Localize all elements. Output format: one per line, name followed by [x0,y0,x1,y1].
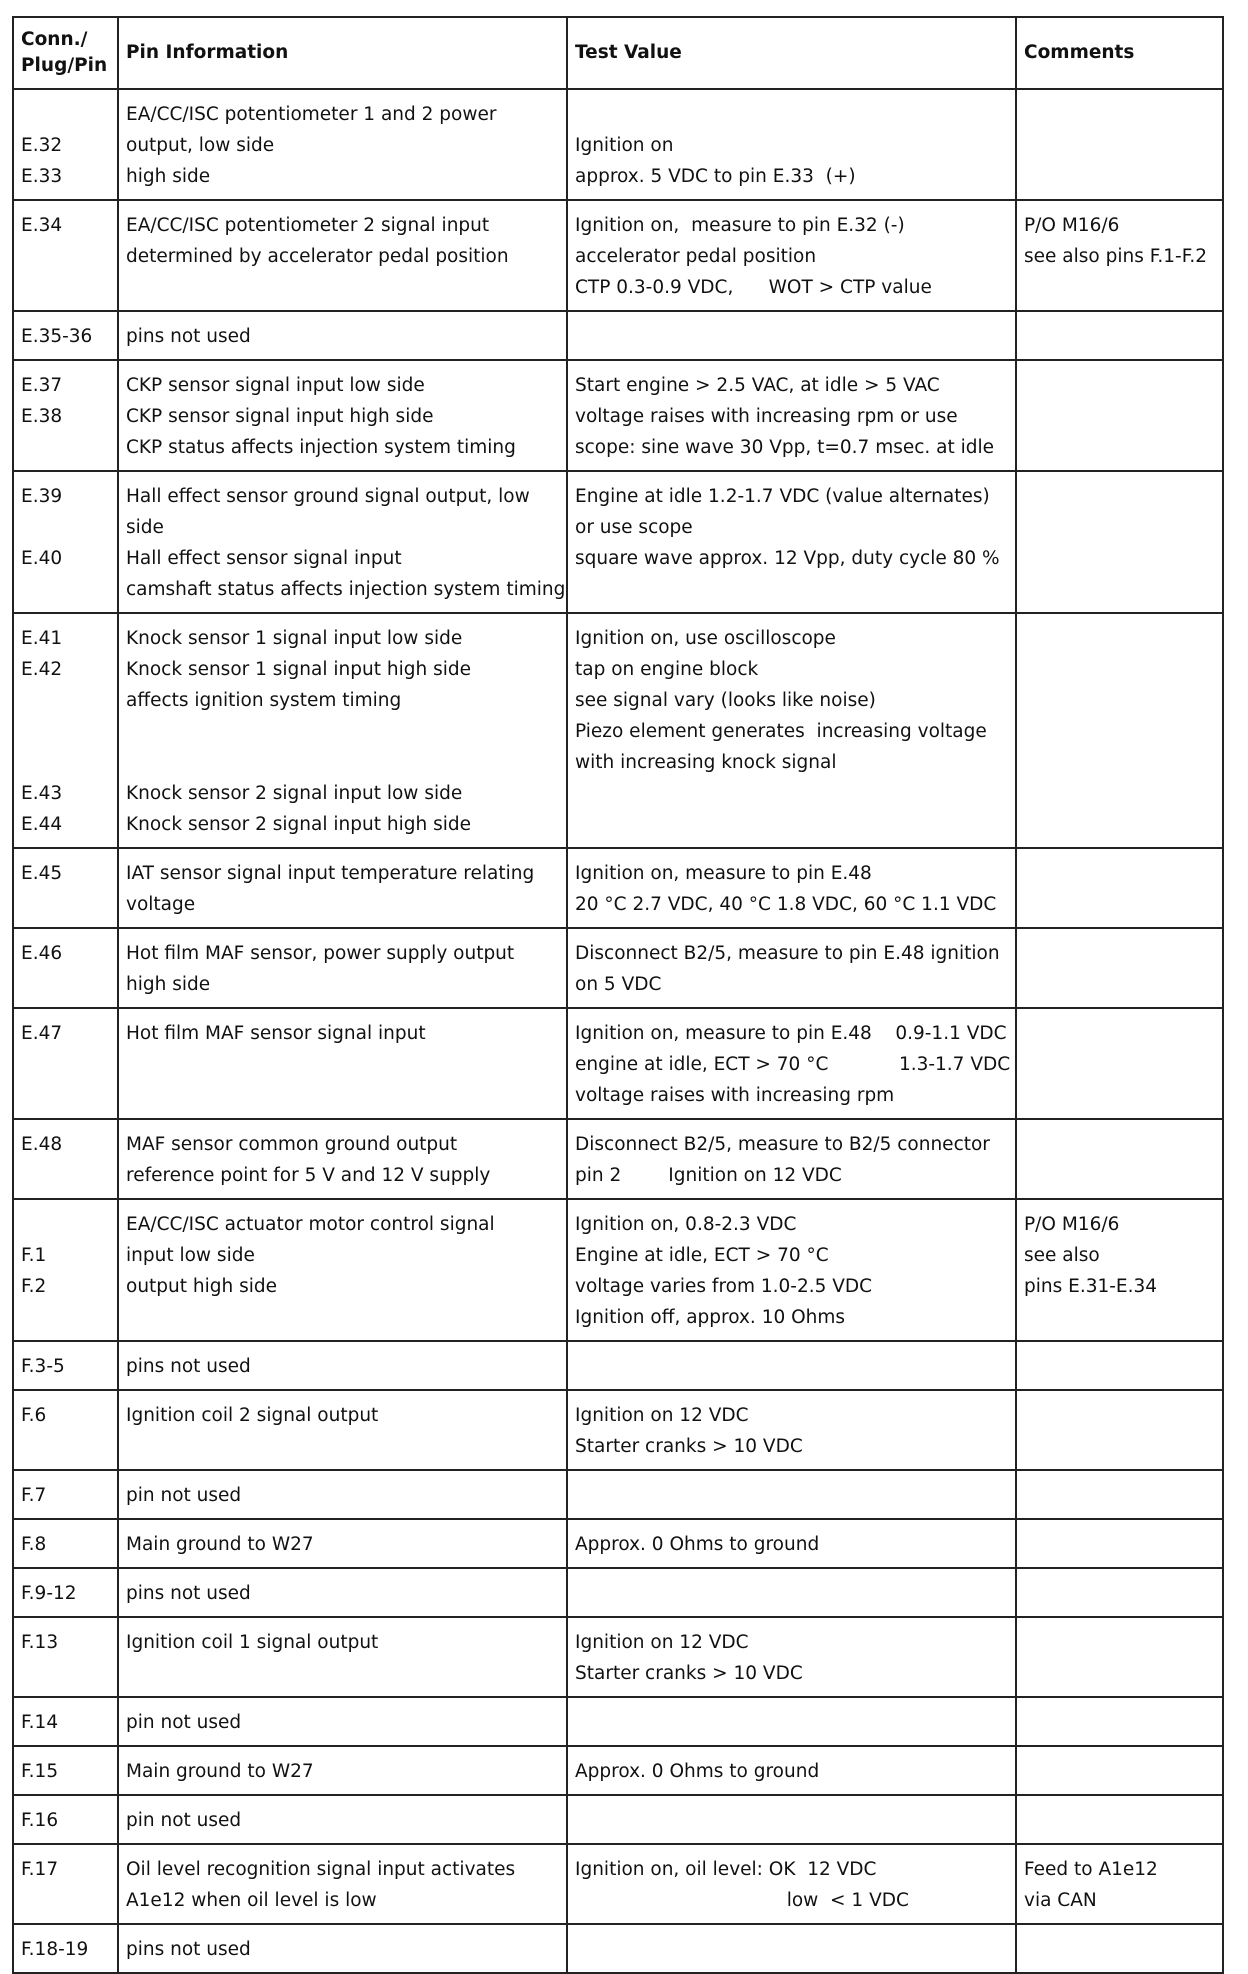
pin-line: E.34 [21,215,63,236]
pin-test-table [12,16,1224,1974]
pin-line: F.2 [21,1276,47,1297]
pin-info-line: pin not used [126,1485,242,1506]
table-row [13,1199,1223,1341]
pin-cell [13,89,118,200]
pin-cell [13,1795,118,1844]
pin-info-cell [118,613,567,848]
pin-line: E.33 [21,166,63,187]
pin-info-line: voltage [126,894,196,915]
pin-line: E.40 [21,548,63,569]
pin-info-cell [118,1199,567,1341]
test-value-cell [567,1844,1016,1924]
pin-info-line: Oil level recognition signal input activates [126,1859,516,1880]
test-value-cell [567,1341,1016,1390]
pin-line: F.9-12 [21,1583,77,1604]
comments-cell [1016,1924,1223,1973]
test-value-line: Ignition on, use oscilloscope [575,628,836,649]
pin-info-line: pin not used [126,1810,242,1831]
test-value-cell [567,1519,1016,1568]
pin-line: F.3-5 [21,1356,65,1377]
pin-cell [13,1746,118,1795]
comments-cell [1016,1617,1223,1697]
pin-info-cell [118,1697,567,1746]
pin-info-line: Hall effect sensor ground signal output, low [126,486,530,507]
test-value-line: Ignition on, 0.8-2.3 VDC [575,1214,797,1235]
pin-cell [13,1697,118,1746]
pin-cell [13,360,118,471]
test-value-line: voltage raises with increasing rpm [575,1085,895,1106]
pin-line: E.47 [21,1023,63,1044]
pin-info-cell [118,1924,567,1973]
table-row [13,1844,1223,1924]
pin-info-line: CKP status affects injection system timing [126,437,516,458]
pin-info-line: Main ground to W27 [126,1534,314,1555]
table-row [13,360,1223,471]
test-value-cell [567,1746,1016,1795]
table-body [13,89,1223,1973]
pin-info-cell [118,928,567,1008]
pin-cell [13,471,118,613]
comments-line: see also pins F.1-F.2 [1024,246,1208,267]
pin-cell [13,1008,118,1119]
pin-cell [13,1617,118,1697]
pin-info-line: camshaft status affects injection system timing [126,579,566,600]
pin-cell [13,848,118,928]
pin-cell [13,1470,118,1519]
comments-cell [1016,1341,1223,1390]
comments-cell [1016,89,1223,200]
pin-info-line: input low side [126,1245,255,1266]
test-value-line: Approx. 0 Ohms to ground [575,1534,820,1555]
table-row [13,1470,1223,1519]
table-row [13,1119,1223,1199]
table-row [13,1008,1223,1119]
header-test-value: Test Value [567,17,1016,89]
pin-info-cell [118,360,567,471]
pin-info-line: pins not used [126,1356,251,1377]
test-value-line: approx. 5 VDC to pin E.33 (+) [575,166,856,187]
pin-line [21,1209,110,1240]
pin-line: E.45 [21,863,63,884]
table-row [13,1390,1223,1470]
pin-info-line: Hall effect sensor signal input [126,548,402,569]
test-value-line: voltage raises with increasing rpm or use [575,406,958,427]
table-header-row [13,17,1223,89]
test-value-cell [567,1199,1016,1341]
pin-info-line: high side [126,974,211,995]
comments-cell [1016,1119,1223,1199]
test-value-cell [567,1697,1016,1746]
comments-cell [1016,471,1223,613]
test-value-line: Starter cranks > 10 VDC [575,1663,803,1684]
test-value-cell [567,360,1016,471]
pin-line: F.17 [21,1859,59,1880]
pin-info-cell [118,471,567,613]
table-row [13,1341,1223,1390]
pin-info-cell [118,1519,567,1568]
test-value-line: Start engine > 2.5 VAC, at idle > 5 VAC [575,375,940,396]
comments-cell [1016,1746,1223,1795]
test-value-cell [567,1795,1016,1844]
test-value-line: see signal vary (looks like noise) [575,690,876,711]
table-row [13,200,1223,311]
table-row [13,1617,1223,1697]
table-row [13,311,1223,360]
comments-cell [1016,1795,1223,1844]
pin-info-line: output high side [126,1276,278,1297]
comments-line: P/O M16/6 [1024,1214,1120,1235]
test-value-line: CTP 0.3-0.9 VDC, WOT > CTP value [575,277,932,298]
pin-info-cell [118,1119,567,1199]
pin-info-line: EA/CC/ISC potentiometer 1 and 2 power [126,104,497,125]
pin-info-line: A1e12 when oil level is low [126,1890,377,1911]
pin-line: E.32 [21,135,63,156]
test-value-line: Engine at idle, ECT > 70 °C [575,1245,829,1266]
pin-info-line: Hot film MAF sensor, power supply output [126,943,515,964]
pin-cell [13,1924,118,1973]
pin-line [21,99,110,130]
pin-line: F.14 [21,1712,59,1733]
pin-info-cell [118,200,567,311]
pin-info-line: EA/CC/ISC actuator motor control signal [126,1214,495,1235]
pin-info-line: EA/CC/ISC potentiometer 2 signal input [126,215,490,236]
pin-line: E.46 [21,943,63,964]
pin-info-line: Knock sensor 1 signal input high side [126,659,471,680]
test-value-line: low < 1 VDC [575,1890,909,1911]
test-value-cell [567,200,1016,311]
comments-cell [1016,1008,1223,1119]
pin-line: F.16 [21,1810,59,1831]
comments-cell [1016,1568,1223,1617]
pin-info-line: reference point for 5 V and 12 V supply [126,1165,491,1186]
comments-cell [1016,928,1223,1008]
pin-info-line: Knock sensor 2 signal input low side [126,783,463,804]
test-value-line: voltage varies from 1.0-2.5 VDC [575,1276,873,1297]
comments-cell [1016,848,1223,928]
test-value-cell [567,928,1016,1008]
test-value-line: Approx. 0 Ohms to ground [575,1761,820,1782]
pin-line: E.48 [21,1134,63,1155]
pin-line: E.41 [21,628,63,649]
pin-cell [13,928,118,1008]
table-row [13,471,1223,613]
test-value-line: Disconnect B2/5, measure to pin E.48 ignition [575,943,1000,964]
pin-info-line: high side [126,166,211,187]
pin-info-cell [118,311,567,360]
table-row [13,1795,1223,1844]
test-value-cell [567,1008,1016,1119]
test-value-line [575,99,1008,130]
comments-cell [1016,1844,1223,1924]
header-conn-plug-pin [13,17,118,89]
test-value-line: square wave approx. 12 Vpp, duty cycle 80 % [575,548,1000,569]
pin-info-cell [118,1390,567,1470]
pin-info-line [126,747,559,778]
table-row [13,848,1223,928]
comments-line: see also [1024,1245,1100,1266]
pin-info-line [126,716,559,747]
pin-cell [13,1119,118,1199]
pin-line: E.35-36 [21,326,93,347]
pin-line [21,685,110,716]
pin-info-line: IAT sensor signal input temperature relating [126,863,535,884]
test-value-cell [567,1119,1016,1199]
pin-line [21,747,110,778]
header-conn-line2: Plug/Pin [21,55,108,76]
test-value-line: Ignition on, measure to pin E.32 (-) [575,215,905,236]
pin-info-line: Hot film MAF sensor signal input [126,1023,426,1044]
comments-line: pins E.31-E.34 [1024,1276,1158,1297]
test-value-line: accelerator pedal position [575,246,817,267]
test-value-cell [567,1924,1016,1973]
pin-cell [13,200,118,311]
pin-info-cell [118,848,567,928]
pin-line [21,716,110,747]
table-row [13,1519,1223,1568]
table-row [13,1568,1223,1617]
table-row [13,89,1223,200]
test-value-line: Ignition on [575,135,674,156]
pin-info-line: pins not used [126,1939,251,1960]
test-value-line: with increasing knock signal [575,752,837,773]
test-value-line: on 5 VDC [575,974,662,995]
table-row [13,1924,1223,1973]
pin-info-line: Ignition coil 1 signal output [126,1632,379,1653]
test-value-line: scope: sine wave 30 Vpp, t=0.7 msec. at idle [575,437,995,458]
pin-line: E.42 [21,659,63,680]
comments-cell [1016,1390,1223,1470]
pin-info-line: CKP sensor signal input high side [126,406,434,427]
pin-info-cell [118,1341,567,1390]
header-conn-line1: Conn./ [21,29,88,50]
pin-line: E.38 [21,406,63,427]
pin-line: E.44 [21,814,63,835]
pin-line [21,512,110,543]
test-value-line: Ignition on, measure to pin E.48 [575,863,872,884]
comments-cell [1016,613,1223,848]
comments-cell [1016,1470,1223,1519]
pin-info-cell [118,1746,567,1795]
test-value-line: 20 °C 2.7 VDC, 40 °C 1.8 VDC, 60 °C 1.1 VDC [575,894,997,915]
comments-line: Feed to A1e12 [1024,1859,1158,1880]
test-value-line: tap on engine block [575,659,759,680]
pin-line: F.7 [21,1485,47,1506]
pin-line: E.43 [21,783,63,804]
pin-info-line: Knock sensor 1 signal input low side [126,628,463,649]
test-value-line: engine at idle, ECT > 70 °C 1.3-1.7 VDC [575,1054,1011,1075]
pin-line: F.18-19 [21,1939,89,1960]
header-comments: Comments [1016,17,1223,89]
pin-line: F.13 [21,1632,59,1653]
pin-line: F.6 [21,1405,47,1426]
test-value-line: Ignition on 12 VDC [575,1632,749,1653]
test-value-cell [567,1470,1016,1519]
test-value-line: Starter cranks > 10 VDC [575,1436,803,1457]
test-value-cell [567,1568,1016,1617]
pin-info-cell [118,1844,567,1924]
table-row [13,1697,1223,1746]
comments-cell [1016,200,1223,311]
pin-cell [13,613,118,848]
pin-line: F.8 [21,1534,47,1555]
pin-cell [13,1568,118,1617]
pin-info-line: side [126,517,164,538]
pin-line: F.1 [21,1245,47,1266]
header-pin-information: Pin Information [118,17,567,89]
test-value-cell [567,89,1016,200]
table-row [13,1746,1223,1795]
test-value-line: Engine at idle 1.2-1.7 VDC (value alternates) [575,486,990,507]
test-value-cell [567,311,1016,360]
pin-info-line: Knock sensor 2 signal input high side [126,814,471,835]
pin-cell [13,1844,118,1924]
pin-info-line: pins not used [126,1583,251,1604]
comments-cell [1016,1697,1223,1746]
comments-cell [1016,360,1223,471]
comments-line: P/O M16/6 [1024,215,1120,236]
pin-info-line: pin not used [126,1712,242,1733]
pin-info-cell [118,1008,567,1119]
table-row [13,928,1223,1008]
comments-cell [1016,311,1223,360]
pin-cell [13,311,118,360]
comments-cell [1016,1519,1223,1568]
pin-info-line: Ignition coil 2 signal output [126,1405,379,1426]
pin-info-line: Main ground to W27 [126,1761,314,1782]
pin-cell [13,1341,118,1390]
test-value-cell [567,1390,1016,1470]
pin-line: F.15 [21,1761,59,1782]
test-value-cell [567,1617,1016,1697]
pin-info-cell [118,89,567,200]
pin-info-line: determined by accelerator pedal position [126,246,509,267]
test-value-line: Ignition on, oil level: OK 12 VDC [575,1859,877,1880]
pin-cell [13,1199,118,1341]
pin-info-cell [118,1568,567,1617]
pin-info-cell [118,1617,567,1697]
pin-cell [13,1390,118,1470]
test-value-cell [567,848,1016,928]
test-value-line: Ignition on, measure to pin E.48 0.9-1.1 VDC [575,1023,1007,1044]
test-value-line: Piezo element generates increasing voltage [575,721,987,742]
test-value-line: Disconnect B2/5, measure to B2/5 connector [575,1134,990,1155]
pin-info-line: pins not used [126,326,251,347]
pin-info-cell [118,1795,567,1844]
pin-info-line: affects ignition system timing [126,690,402,711]
test-value-cell [567,471,1016,613]
pin-info-cell [118,1470,567,1519]
pin-line: E.37 [21,375,63,396]
test-value-cell [567,613,1016,848]
pin-info-line: output, low side [126,135,275,156]
test-value-line: Ignition off, approx. 10 Ohms [575,1307,846,1328]
pin-cell [13,1519,118,1568]
test-value-line: Ignition on 12 VDC [575,1405,749,1426]
test-value-line: pin 2 Ignition on 12 VDC [575,1165,842,1186]
pin-info-line: MAF sensor common ground output [126,1134,458,1155]
comments-line: via CAN [1024,1890,1097,1911]
pin-line: E.39 [21,486,63,507]
test-value-line: or use scope [575,517,693,538]
table-row [13,613,1223,848]
pin-info-line: CKP sensor signal input low side [126,375,425,396]
comments-cell [1016,1199,1223,1341]
